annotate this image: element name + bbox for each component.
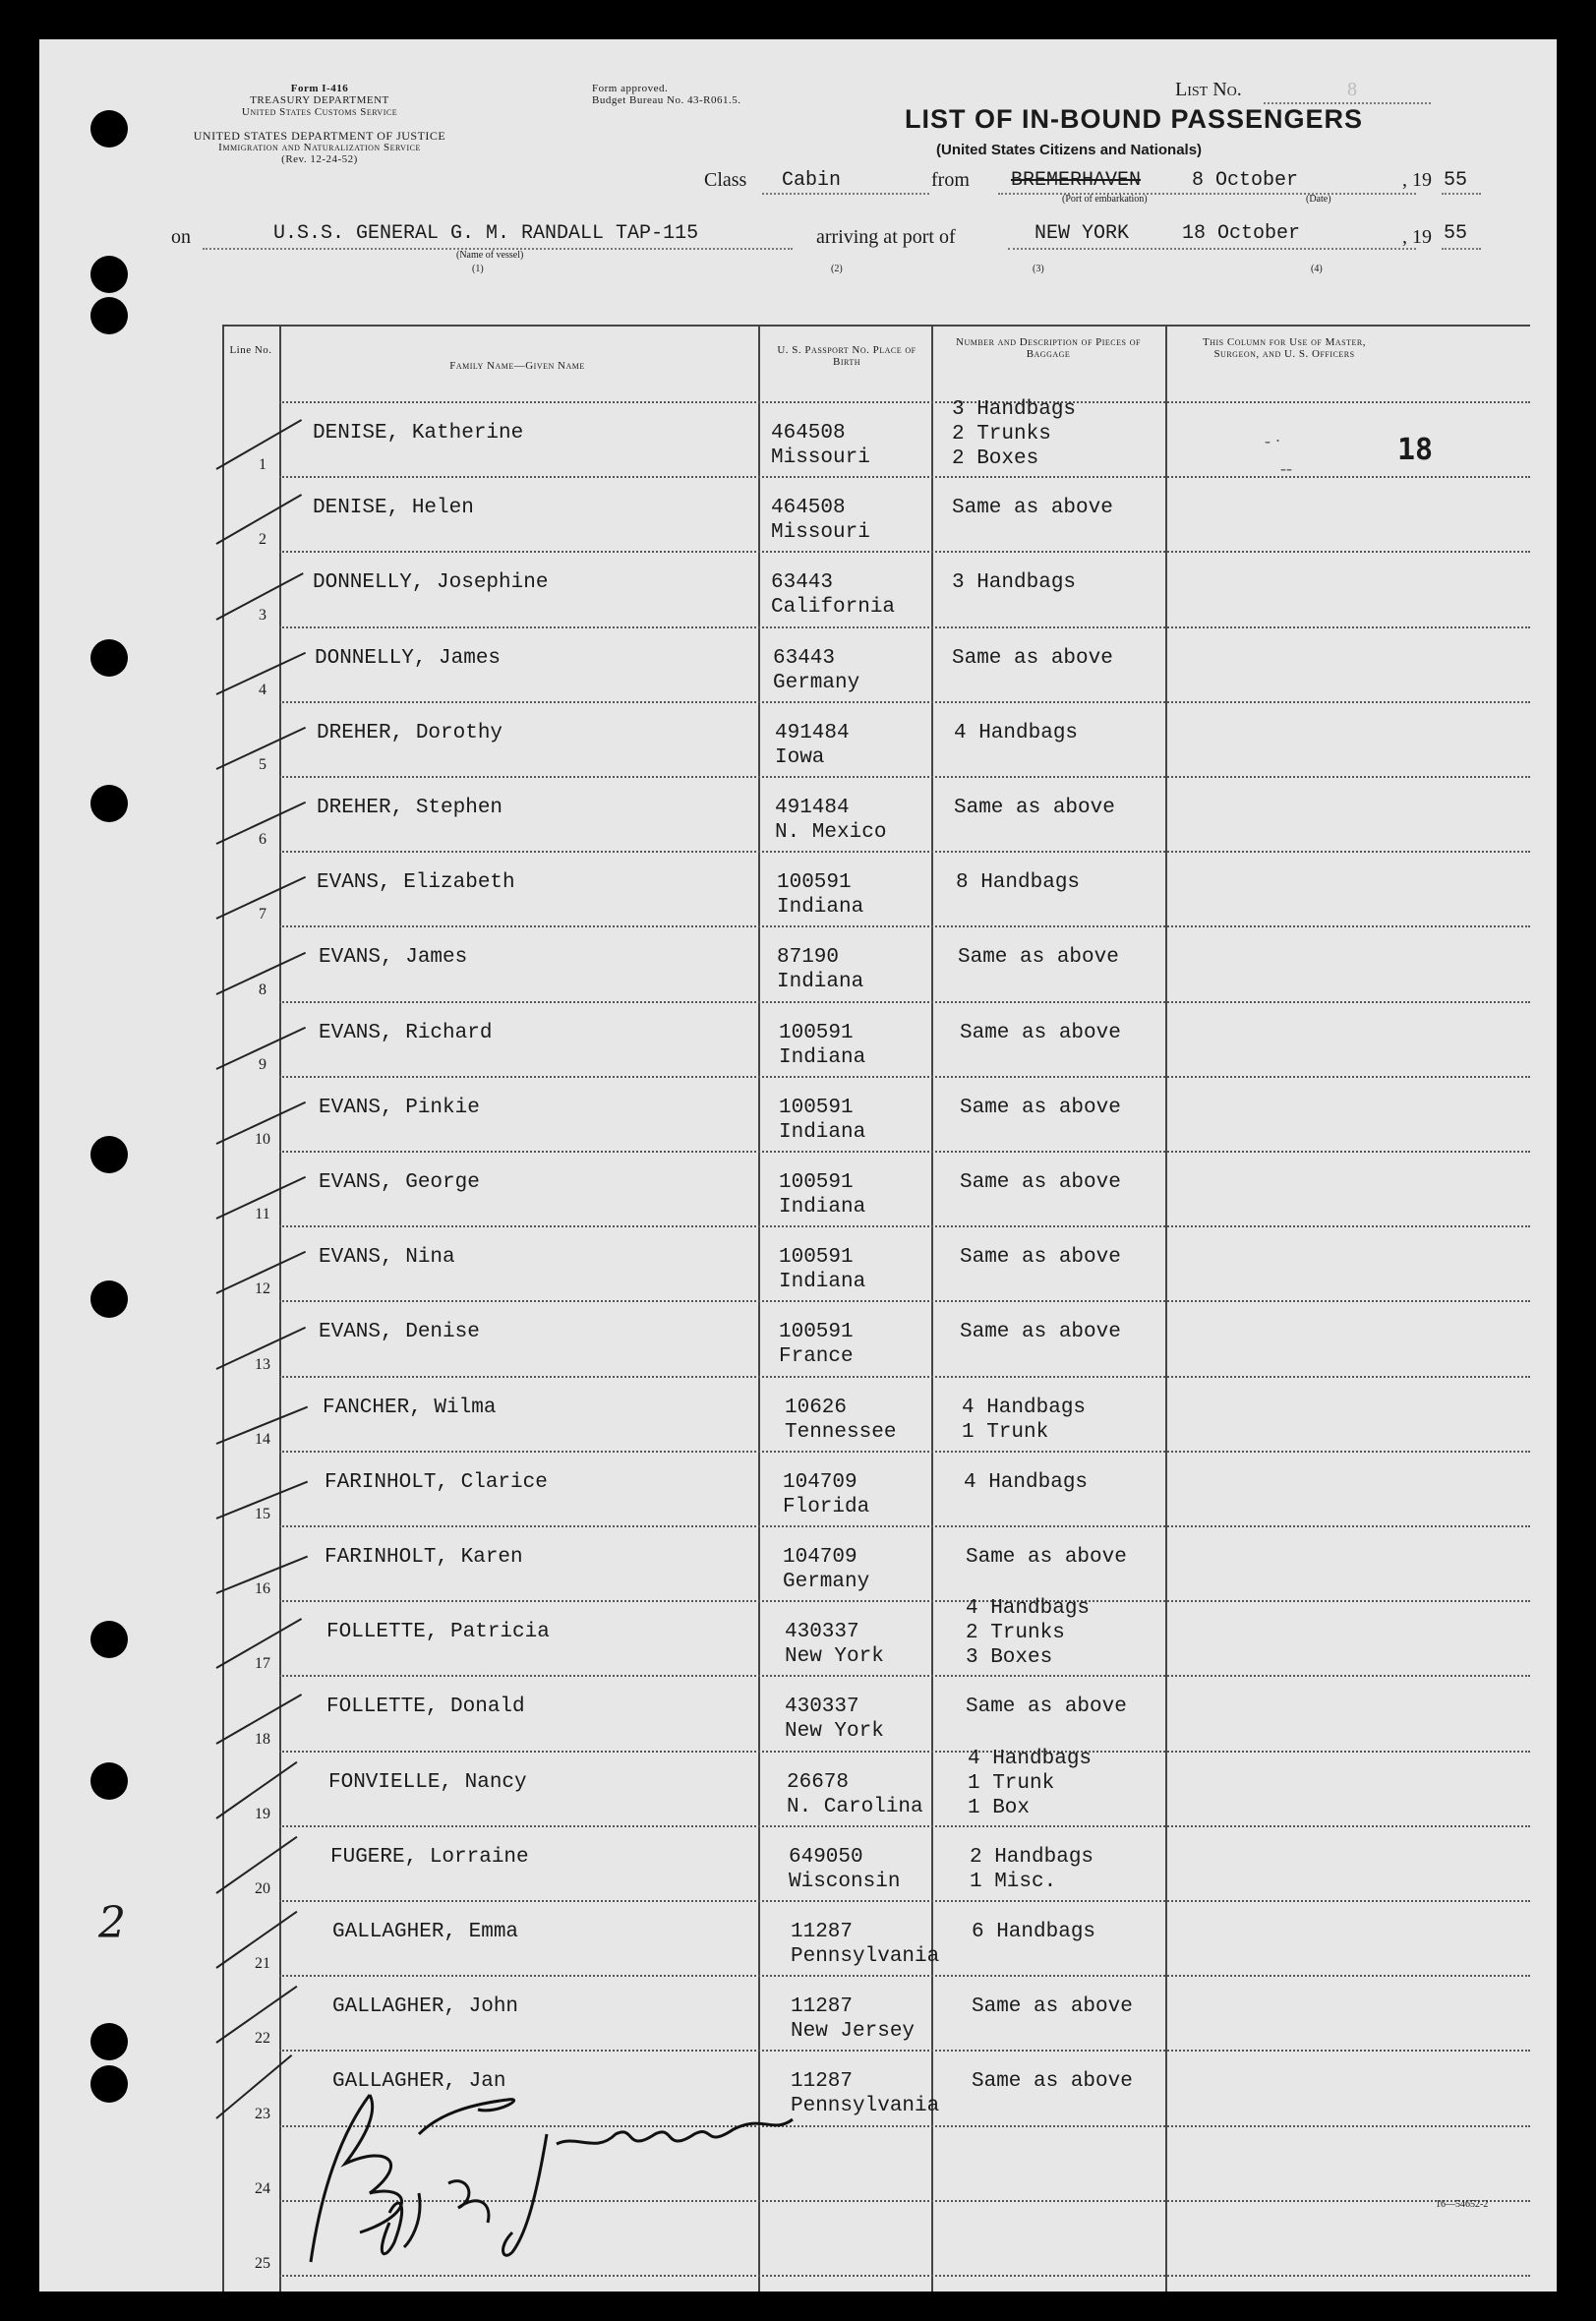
place-of-birth: Germany <box>773 671 860 694</box>
table-row <box>222 553 1530 627</box>
line-number: 1 <box>259 456 266 474</box>
line-number: 22 <box>255 2030 270 2048</box>
place-of-birth: Indiana <box>777 971 864 994</box>
passport-number: 10626 <box>785 1396 848 1419</box>
table-row <box>222 1677 1530 1752</box>
passenger-name: GALLAGHER, John <box>332 1995 519 2019</box>
line-number: 4 <box>259 681 266 698</box>
vessel-name: U.S.S. GENERAL G. M. RANDALL TAP-115 <box>273 222 699 245</box>
baggage-item: 4 Handbags <box>954 721 1079 744</box>
baggage-item: Same as above <box>960 1246 1121 1270</box>
passenger-name: DENISE, Katherine <box>313 422 524 445</box>
officer-dashes: - · <box>1265 431 1281 450</box>
port-embarkation: BREMERHAVEN <box>1011 169 1142 192</box>
passport-number: 11287 <box>791 1995 854 2019</box>
line-number: 10 <box>255 1130 270 1148</box>
place-of-birth: Indiana <box>779 1120 866 1144</box>
class-label: Class <box>704 169 747 191</box>
place-of-birth: Indiana <box>777 896 864 920</box>
table-row <box>222 1378 1530 1453</box>
place-of-birth: New York <box>785 1645 884 1669</box>
baggage-item: Same as above <box>966 1696 1127 1719</box>
passport-number: 104709 <box>783 1546 857 1569</box>
passenger-name: DREHER, Dorothy <box>317 721 503 744</box>
passenger-name: EVANS, Elizabeth <box>317 871 515 895</box>
baggage-item: Same as above <box>958 946 1119 970</box>
baggage-item: 3 Boxes <box>966 1646 1053 1670</box>
line-number: 24 <box>255 2179 270 2197</box>
passenger-name: FUGERE, Lorraine <box>330 1845 529 1869</box>
passport-number: 430337 <box>785 1621 859 1644</box>
passport-number: 464508 <box>771 497 846 520</box>
baggage-item: Same as above <box>960 1171 1121 1194</box>
passport-number: 26678 <box>787 1770 850 1794</box>
line-number: 18 <box>255 1730 270 1748</box>
line-number: 23 <box>255 2105 270 2122</box>
place-of-birth: Pennsylvania <box>791 1945 940 1968</box>
place-of-birth: Missouri <box>771 521 870 545</box>
place-of-birth: Missouri <box>771 446 870 469</box>
baggage-item: 4 Handbags <box>966 1597 1091 1621</box>
table-top-border <box>222 325 1530 327</box>
passport-number: 11287 <box>791 1921 854 1943</box>
baggage-item: Same as above <box>960 1321 1121 1344</box>
baggage-item: Same as above <box>960 1021 1121 1044</box>
baggage-item: 1 Box <box>968 1796 1031 1819</box>
table-row <box>222 1977 1530 2052</box>
table-row <box>222 853 1530 927</box>
baggage-item: 3 Handbags <box>952 398 1077 421</box>
baggage-item: 2 Trunks <box>952 423 1051 446</box>
punch-hole <box>90 639 128 677</box>
place-of-birth: Pennsylvania <box>791 2095 940 2118</box>
row-divider <box>279 2275 1530 2277</box>
passport-number: 464508 <box>771 422 846 445</box>
place-of-birth: California <box>771 596 896 620</box>
table-row <box>222 1747 1530 1827</box>
baggage-item: Same as above <box>972 1995 1133 2019</box>
punch-hole <box>90 1621 128 1658</box>
baggage-item: Same as above <box>972 2070 1133 2094</box>
form-revision: (Rev. 12-24-52) <box>281 153 358 165</box>
justice-block <box>157 130 482 165</box>
passport-number: 491484 <box>775 797 850 819</box>
baggage-item: 4 Handbags <box>968 1747 1093 1770</box>
col4-caption: (4) <box>1311 264 1323 274</box>
passenger-name: FARINHOLT, Clarice <box>325 1470 548 1494</box>
passport-number: 649050 <box>789 1845 863 1869</box>
place-of-birth: N. Mexico <box>775 821 887 844</box>
place-of-birth: Indiana <box>779 1045 866 1069</box>
line-number: 3 <box>259 606 266 624</box>
passenger-name: EVANS, Denise <box>319 1321 480 1344</box>
passenger-table <box>222 325 1530 2291</box>
table-row <box>222 927 1530 1002</box>
port-embark-caption: (Port of embarkation) <box>1062 194 1148 205</box>
line-number: 12 <box>255 1280 270 1298</box>
passport-number: 63443 <box>771 571 834 595</box>
departure-year: 55 <box>1444 169 1468 192</box>
customs-service: United States Customs Service <box>241 106 398 118</box>
table-row <box>222 1453 1530 1527</box>
passport-number: 100591 <box>779 1171 854 1194</box>
table-row <box>222 398 1530 478</box>
table-row <box>222 1153 1530 1227</box>
from-line <box>998 193 1416 195</box>
line-number: 25 <box>255 2254 270 2272</box>
depart-year-line <box>1442 193 1481 195</box>
passenger-name: DONNELLY, James <box>315 646 502 670</box>
manifest-page <box>39 39 1557 2291</box>
baggage-item: Same as above <box>966 1546 1127 1569</box>
class-value: Cabin <box>782 169 842 192</box>
place-of-birth: France <box>779 1345 854 1369</box>
date-caption: (Date) <box>1306 194 1331 205</box>
budget-bureau: Budget Bureau No. 43-R061.5. <box>592 94 741 106</box>
punch-hole <box>90 2065 128 2103</box>
table-row <box>222 1302 1530 1377</box>
baggage-item: 2 Trunks <box>966 1622 1065 1645</box>
passport-number: 100591 <box>777 871 852 895</box>
on-label: on <box>171 226 191 248</box>
baggage-item: 2 Boxes <box>952 447 1039 470</box>
col-header-passport: U. S. Passport No. Place of Birth <box>777 344 916 368</box>
place-of-birth: N. Carolina <box>787 1795 923 1818</box>
list-no-label: List No. <box>1175 79 1242 100</box>
table-row <box>222 1827 1530 1902</box>
passenger-name: EVANS, Nina <box>319 1246 455 1270</box>
line-number: 7 <box>259 906 266 923</box>
treasury-dept: TREASURY DEPARTMENT <box>250 94 389 106</box>
baggage-item: 2 Handbags <box>970 1845 1094 1869</box>
baggage-item: 3 Handbags <box>952 571 1077 595</box>
col-header-name: Family Name—Given Name <box>449 360 585 372</box>
line-number: 11 <box>255 1206 270 1223</box>
passenger-name: DONNELLY, Josephine <box>313 571 549 595</box>
line-number: 15 <box>255 1505 270 1522</box>
officer-dashes: -- <box>1280 458 1292 478</box>
arrival-date: 18 October <box>1182 222 1301 245</box>
baggage-item: Same as above <box>954 797 1115 819</box>
table-row <box>222 628 1530 703</box>
line-number: 20 <box>255 1879 270 1897</box>
line-number: 9 <box>259 1055 266 1073</box>
passenger-name: DENISE, Helen <box>313 497 474 520</box>
punch-hole <box>90 256 128 293</box>
col3-caption: (3) <box>1033 264 1044 274</box>
place-of-birth: Florida <box>783 1495 870 1518</box>
table-row <box>222 778 1530 853</box>
passenger-name: EVANS, James <box>319 946 468 970</box>
table-row <box>222 1902 1530 1977</box>
col-header-line-no: Line No. <box>229 344 272 356</box>
line-number: 14 <box>255 1430 270 1448</box>
col-header-baggage: Number and Description of Pieces of Baggage <box>956 336 1141 360</box>
place-of-birth: Indiana <box>779 1196 866 1219</box>
punch-hole <box>90 1280 128 1318</box>
vessel-caption: (Name of vessel) <box>456 250 524 261</box>
passenger-name: GALLAGHER, Emma <box>332 1921 519 1943</box>
col2-caption: (2) <box>831 264 843 274</box>
place-of-birth: Germany <box>783 1571 870 1593</box>
baggage-item: Same as above <box>952 497 1113 520</box>
arriving-label: arriving at port of <box>816 226 956 248</box>
passenger-name: FOLLETTE, Donald <box>326 1696 525 1719</box>
ins-service: Immigration and Naturalization Service <box>218 142 421 153</box>
col-header-officers: This Column for Use of Master, Surgeon, and U. S. Officers <box>1203 336 1366 360</box>
footer-code: 16—54652-2 <box>1436 2199 1489 2210</box>
table-row <box>222 1078 1530 1153</box>
passport-number: 100591 <box>779 1096 854 1119</box>
departure-year-prefix: , 19 <box>1402 169 1432 191</box>
arrival-year: 55 <box>1444 222 1468 245</box>
passport-number: 430337 <box>785 1696 859 1719</box>
passenger-name: FANCHER, Wilma <box>323 1396 497 1419</box>
line-number: 2 <box>259 531 266 549</box>
baggage-item: 1 Trunk <box>968 1771 1055 1795</box>
margin-note: 2 <box>98 1898 126 1948</box>
baggage-item: 8 Handbags <box>956 871 1081 895</box>
line-number: 8 <box>259 981 266 998</box>
arrive-year-line <box>1442 248 1481 250</box>
form-subtitle: (United States Citizens and Nationals) <box>936 142 1203 158</box>
table-row <box>222 703 1530 778</box>
table-row <box>222 1527 1530 1602</box>
baggage-item: Same as above <box>952 646 1113 670</box>
form-number: Form I-416 <box>290 83 349 94</box>
table-row <box>222 1227 1530 1302</box>
place-of-birth: Wisconsin <box>789 1870 901 1893</box>
place-of-birth: Indiana <box>779 1271 866 1294</box>
table-row <box>222 1597 1530 1677</box>
passport-number: 100591 <box>779 1321 854 1344</box>
justice-dept: UNITED STATES DEPARTMENT OF JUSTICE <box>193 129 446 143</box>
punch-hole <box>90 110 128 148</box>
departure-date: 8 October <box>1192 169 1299 192</box>
col1-caption: (1) <box>472 264 484 274</box>
line-number: 6 <box>259 831 266 849</box>
place-of-birth: New Jersey <box>791 2020 916 2044</box>
place-of-birth: Iowa <box>775 745 825 769</box>
passport-number: 87190 <box>777 946 840 970</box>
place-of-birth: New York <box>785 1720 884 1744</box>
passenger-name: EVANS, George <box>319 1171 480 1194</box>
table-row <box>222 1003 1530 1078</box>
punch-hole <box>90 785 128 822</box>
officer-mark: 18 <box>1397 433 1434 467</box>
baggage-item: 6 Handbags <box>972 1921 1096 1943</box>
baggage-item: 4 Handbags <box>964 1470 1089 1494</box>
baggage-item: 1 Misc. <box>970 1870 1057 1893</box>
from-label: from <box>931 169 970 191</box>
passenger-name: FONVIELLE, Nancy <box>328 1770 527 1794</box>
punch-hole <box>90 297 128 334</box>
passport-number: 11287 <box>791 2070 854 2094</box>
passenger-name: GALLAGHER, Jan <box>332 2070 506 2094</box>
line-number: 5 <box>259 755 266 773</box>
inspector-signature <box>301 2075 852 2272</box>
passport-number: 104709 <box>783 1470 857 1494</box>
line-number: 19 <box>255 1805 270 1822</box>
punch-hole <box>90 1762 128 1800</box>
form-agency-block <box>157 83 482 118</box>
class-line <box>762 193 929 195</box>
arrival-port: NEW YORK <box>1034 222 1130 245</box>
line-number: 21 <box>255 1955 270 1973</box>
passport-number: 100591 <box>779 1246 854 1270</box>
passenger-name: FOLLETTE, Patricia <box>326 1621 550 1644</box>
passenger-name: EVANS, Richard <box>319 1021 493 1044</box>
punch-hole <box>90 1136 128 1173</box>
baggage-item: Same as above <box>960 1096 1121 1119</box>
line-number: 13 <box>255 1355 270 1373</box>
baggage-item: 1 Trunk <box>962 1420 1049 1444</box>
baggage-item: 4 Handbags <box>962 1396 1087 1419</box>
passenger-name: EVANS, Pinkie <box>319 1096 480 1119</box>
passenger-name: FARINHOLT, Karen <box>325 1546 523 1569</box>
form-approved: Form approved. <box>592 83 669 94</box>
line-number: 17 <box>255 1655 270 1673</box>
table-row <box>222 478 1530 553</box>
arrival-line <box>1008 248 1416 250</box>
passport-number: 63443 <box>773 646 836 670</box>
passport-number: 491484 <box>775 721 850 744</box>
form-title: LIST OF IN-BOUND PASSENGERS <box>905 104 1364 134</box>
place-of-birth: Tennessee <box>785 1420 897 1444</box>
punch-hole <box>90 2023 128 2060</box>
arrival-year-prefix: , 19 <box>1402 226 1432 248</box>
passport-number: 100591 <box>779 1021 854 1044</box>
line-number: 16 <box>255 1580 270 1598</box>
passenger-name: DREHER, Stephen <box>317 797 503 819</box>
approval-block <box>592 83 828 106</box>
list-no-value: 8 <box>1347 79 1357 100</box>
